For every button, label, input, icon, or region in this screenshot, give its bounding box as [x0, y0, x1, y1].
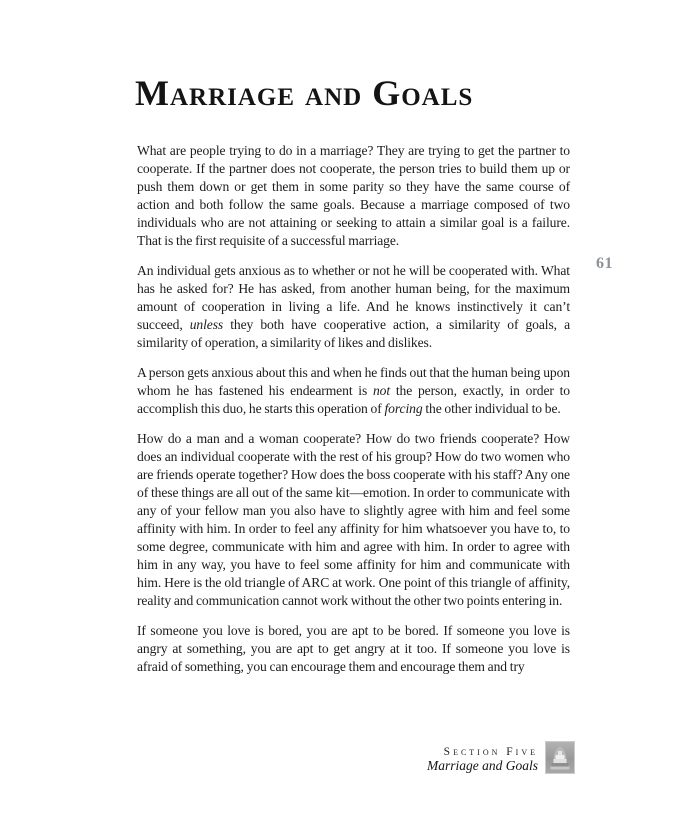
paragraph: How do a man and a woman cooperate? How do two friends cooperate? How does an individual cooperate with the rest of his group? How do two women who are friends operate together? How does the boss cooperate with his staff? Any one of these things are all out of the same kit—emotion. In order to communicate with any of your fellow man you also have to slightly agree with him and feel some affinity with him. In order to feel any affinity for him whatsoever you have to, to some degree, communicate with him and agree with him. In order to agree with him in any way, you have to feel some affinity for him and communicate with him. Here is the old triangle of ARC at work. One point of this triangle of affinity, reality and communication cannot work without the other two points entering in.: [137, 431, 570, 608]
page-title: Marriage and Goals: [135, 73, 474, 114]
paragraph: A person gets anxious about this and when he finds out that the human being upon whom he has fastened his endearment is not the person, exactly, in order to accomplish this duo, he starts this operation of forcing the other individual to be.: [137, 365, 570, 416]
cake-emblem-photo-icon: [545, 741, 575, 774]
section-label: Section Five: [443, 746, 538, 758]
section-running-title: Marriage and Goals: [427, 758, 538, 773]
page-footer: [0, 741, 575, 774]
paragraph: If someone you love is bored, you are apt to be bored. If someone you love is angry at something, you are apt to get angry at it too. If someone you love is afraid of something, you can encourage them and encourage them and try: [137, 623, 570, 674]
page-number: 61: [596, 255, 613, 272]
footer-text: [427, 741, 538, 774]
body-text: [137, 142, 570, 688]
paragraph: An individual gets anxious as to whether or not he will be cooperated with. What has he asked for? He has asked, from another human being, for the maximum amount of cooperation in living a life. And he knows instinctively it can’t succeed, unless they both have cooperative action, a similarity of goals, a similarity of operation, a similarity of likes and dislikes.: [137, 263, 570, 350]
paragraph: What are people trying to do in a marriage? They are trying to get the partner to cooperate. If the partner does not cooperate, the person tries to build them up or push them down or get them in some parity so they have the same course of action and both follow the same goals. Because a marriage composed of two individuals who are not attaining or seeking to attain a similar goal is a failure. That is the first requisite of a successful marriage.: [137, 143, 570, 248]
